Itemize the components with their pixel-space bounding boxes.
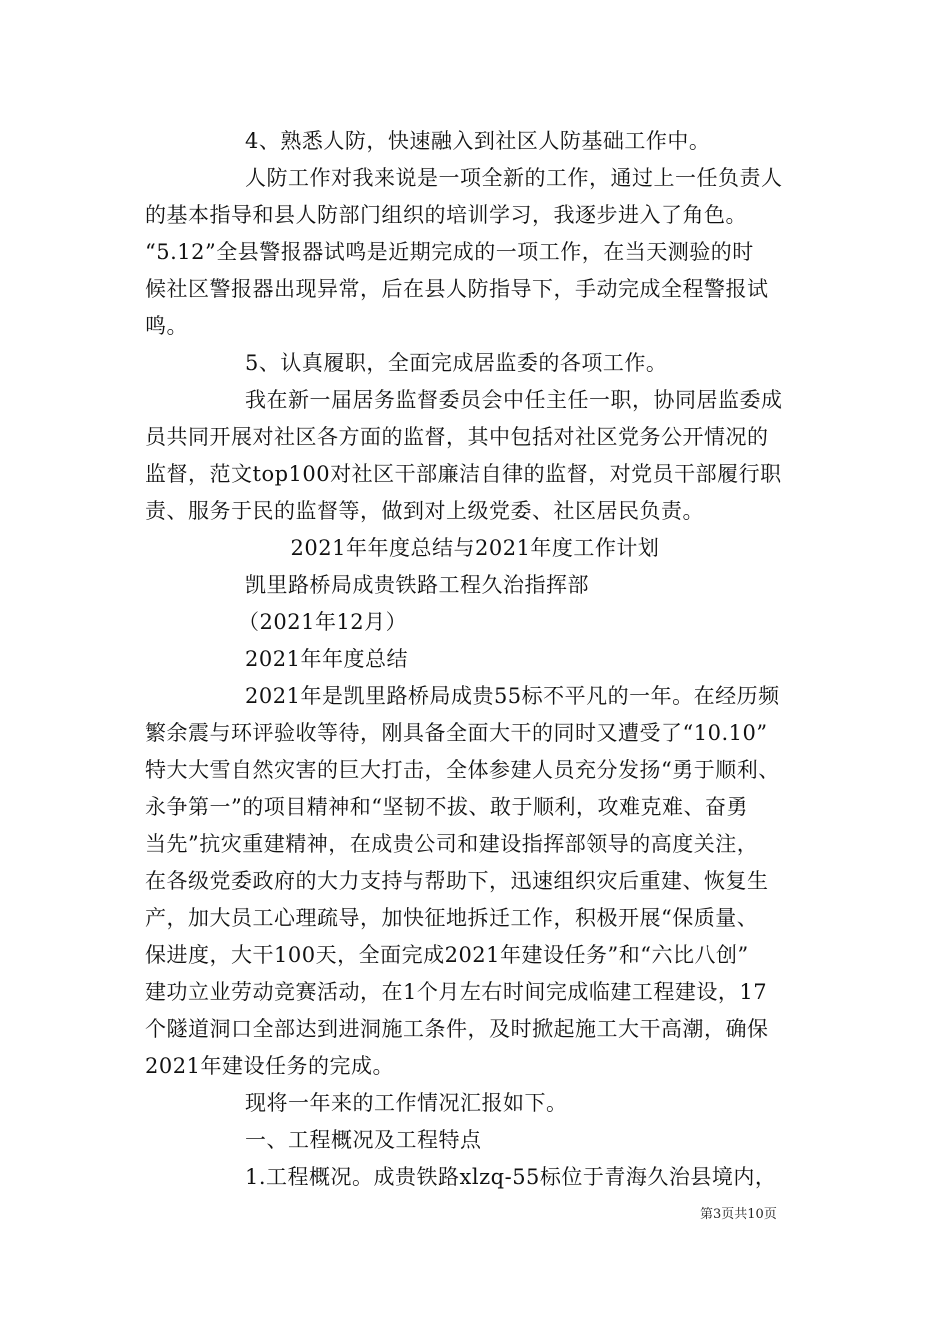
paragraph-line: 5、认真履职，全面完成居监委的各项工作。 <box>245 351 668 375</box>
subsection-title: 2021年年度总结 <box>245 647 408 671</box>
section-title: 2021年年度总结与2021年度工作计划 <box>290 536 660 560</box>
paragraph-line: “5.12”全县警报器试鸣是近期完成的一项工作，在当天测验的时 <box>145 240 754 264</box>
paragraph-line: 特大大雪自然灾害的巨大打击，全体参建人员充分发扬“勇于顺利、 <box>145 758 780 782</box>
page-footer: 第3页共10页 <box>700 1207 777 1222</box>
paragraph-line: 繁余震与环评验收等待，刚具备全面大干的同时又遭受了“10.10” <box>145 721 768 745</box>
paragraph-line: 现将一年来的工作情况汇报如下。 <box>245 1091 568 1115</box>
paragraph-line: 候社区警报器出现异常，后在县人防指导下，手动完成全程警报试 <box>145 277 769 301</box>
paragraph-line: 的基本指导和县人防部门组织的培训学习，我逐步进入了角色。 <box>145 203 747 227</box>
paragraph-line: 鸣。 <box>145 314 188 338</box>
report-date: （2021年12月） <box>238 610 408 634</box>
paragraph-line: 1.工程概况。成贵铁路xlzq-55标位于青海久治县境内， <box>245 1165 777 1189</box>
organization-name: 凯里路桥局成贵铁路工程久治指挥部 <box>245 573 589 597</box>
paragraph-line: 监督，范文top100对社区干部廉洁自律的监督，对党员干部履行职 <box>145 462 782 486</box>
paragraph-line: 责、服务于民的监督等，做到对上级党委、社区居民负责。 <box>145 499 704 523</box>
paragraph-line: 产，加大员工心理疏导，加快征地拆迁工作，积极开展“保质量、 <box>145 906 759 930</box>
paragraph-line: 4、熟悉人防，快速融入到社区人防基础工作中。 <box>245 129 711 153</box>
paragraph-line: 建功立业劳动竞赛活动，在1个月左右时间完成临建工程建设，17 <box>145 980 768 1004</box>
paragraph-line: 个隧道洞口全部达到进洞施工条件，及时掀起施工大干高潮，确保 <box>145 1017 769 1041</box>
paragraph-line: 人防工作对我来说是一项全新的工作，通过上一任负责人 <box>245 166 783 190</box>
paragraph-line: 保进度，大干100天，全面完成2021年建设任务”和“六比八创” <box>145 943 749 967</box>
paragraph-line: 我在新一届居务监督委员会中任主任一职，协同居监委成 <box>245 388 783 412</box>
paragraph-line: 永争第一”的项目精神和“坚韧不拔、敢于顺利，攻难克难、奋勇 <box>145 795 748 819</box>
paragraph-line: 当先”抗灾重建精神，在成贵公司和建设指挥部领导的高度关注， <box>145 832 759 856</box>
subsection-heading: 一、工程概况及工程特点 <box>245 1128 482 1152</box>
paragraph-line: 在各级党委政府的大力支持与帮助下，迅速组织灾后重建、恢复生 <box>145 869 769 893</box>
paragraph-line: 2021年建设任务的完成。 <box>145 1054 394 1078</box>
paragraph-line: 2021年是凯里路桥局成贵55标不平凡的一年。在经历频 <box>245 684 780 708</box>
paragraph-line: 员共同开展对社区各方面的监督，其中包括对社区党务公开情况的 <box>145 425 769 449</box>
